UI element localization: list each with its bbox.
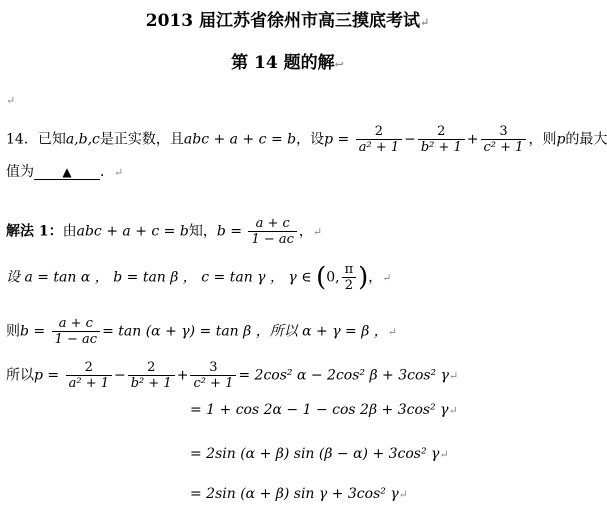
period: ． — [100, 164, 114, 180]
numerator: π — [344, 262, 354, 277]
denominator: a² + 1 — [356, 139, 402, 155]
solution-line-3 — [6, 316, 397, 347]
equation: = 1 + cos 2α − 1 − cos 2β + 3cos² γ — [190, 402, 449, 418]
fraction-2b — [128, 360, 175, 391]
method-label: 解法 1： — [6, 223, 63, 240]
denominator: 1 − ac — [52, 331, 100, 347]
text: 所以 — [6, 367, 34, 384]
paragraph-mark: ↵ — [382, 271, 392, 285]
text: 是正实数，且 — [99, 131, 184, 148]
denominator: c² + 1 — [481, 139, 527, 155]
solution-line-4: 所以p = $\frac{2}{\text{a² + 1}}$ − $\frac{2}{\text{b² + 1}}$ + $\frac{3}{\text{c² + 1}}$ = 2cos² α − 2cos² β + 3cos² γ↵ — [6, 360, 459, 391]
text: ，则 — [528, 131, 557, 148]
text: 值为 — [6, 164, 34, 180]
text: 已知 — [37, 131, 66, 148]
equation: = 2sin (α + β) sin (β − α) + 3cos² γ — [190, 446, 440, 462]
p-label: p = — [324, 131, 350, 148]
fraction-1b — [66, 360, 112, 391]
triangle-icon: ▲ — [62, 165, 72, 179]
equation: = 2cos² α − 2cos² β + 3cos² γ — [238, 367, 449, 384]
text: 由 — [62, 223, 77, 240]
paragraph-mark: ↵ — [448, 404, 458, 417]
fraction-1 — [356, 124, 402, 155]
denominator: c² + 1 — [190, 375, 236, 391]
variables: a,b,c — [65, 131, 100, 148]
solution-line-7 — [190, 484, 408, 505]
fraction-b — [248, 216, 296, 247]
paragraph-mark: ↵ — [398, 488, 408, 501]
paragraph-mark: ↵ — [6, 94, 16, 107]
denominator: a² + 1 — [66, 375, 112, 391]
numerator: 3 — [499, 124, 508, 139]
left-paren: ( — [316, 262, 327, 293]
numerator: 2 — [84, 360, 93, 375]
paragraph-mark: ↵ — [439, 448, 449, 461]
paragraph-mark: ↵ — [449, 369, 459, 383]
fraction-2 — [418, 124, 465, 155]
text: 知， — [188, 223, 217, 240]
text: ， — [368, 269, 383, 286]
fraction-b-2 — [52, 316, 100, 347]
numerator: a + c — [58, 316, 93, 331]
condition-equation: abc + a + c = b — [76, 223, 189, 240]
title-line-1: 2013 届江苏省徐州市高三摸底考试 — [145, 11, 420, 31]
solution-line-2 — [6, 262, 392, 293]
right-paren: ) — [358, 262, 369, 293]
b-label: b = — [20, 323, 46, 340]
text: 的最大 — [565, 131, 607, 148]
text: ，设 — [296, 131, 325, 148]
condition-equation: abc + a + c = b — [183, 131, 297, 148]
denominator: 1 − ac — [248, 231, 296, 247]
fraction-pi-2 — [342, 262, 357, 293]
equation: = 2sin (α + β) sin γ + 3cos² γ — [190, 486, 399, 502]
answer-blank — [34, 165, 100, 180]
b-label: b = — [216, 223, 242, 240]
paragraph-mark: ↩ — [334, 58, 344, 71]
paragraph-mark: ↵ — [387, 325, 397, 339]
solution-line-5 — [190, 400, 458, 421]
problem-statement: 14．已知a,b,c是正实数，且abc + a + c = b，设p = $\frac{2}{\text{a² + 1}}$ − $\frac{2}{\text{b² + 1}}$ + $\frac{3}{\text{c² + 1}}$ ，则p的最大 — [6, 124, 607, 155]
denominator: 2 — [342, 277, 356, 293]
text: ， — [298, 223, 313, 240]
numerator: a + c — [255, 216, 290, 231]
answer-line — [6, 162, 123, 183]
denominator: b² + 1 — [418, 139, 465, 155]
p-label: p = — [34, 367, 60, 384]
paragraph-mark: ↵ — [114, 166, 124, 179]
numerator: 3 — [209, 360, 218, 375]
page-subtitle — [0, 48, 575, 73]
numerator: 2 — [374, 124, 384, 139]
problem-number: 14． — [6, 131, 38, 148]
paragraph-mark: ↵ — [312, 225, 323, 239]
solution-line-6 — [190, 444, 449, 465]
numerator: 2 — [147, 360, 156, 375]
paragraph-mark: ↵ — [420, 16, 430, 29]
fraction-3 — [481, 124, 527, 155]
page-title — [0, 6, 575, 31]
title-line-2: 第 14 题的解 — [231, 53, 335, 73]
p-variable: p — [556, 131, 566, 148]
substitution-text: 设 a = tan α ， b = tan β ， c = tan γ ， γ ∈ — [6, 269, 312, 286]
text: 则 — [6, 323, 20, 340]
interval-start: 0, — [326, 269, 340, 286]
denominator: b² + 1 — [128, 375, 175, 391]
numerator: 2 — [437, 124, 446, 139]
solution-line-1 — [6, 216, 322, 247]
equation: = tan (α + γ) = tan β ，所以 α + γ = β ， — [102, 323, 388, 340]
fraction-3b — [190, 360, 236, 391]
